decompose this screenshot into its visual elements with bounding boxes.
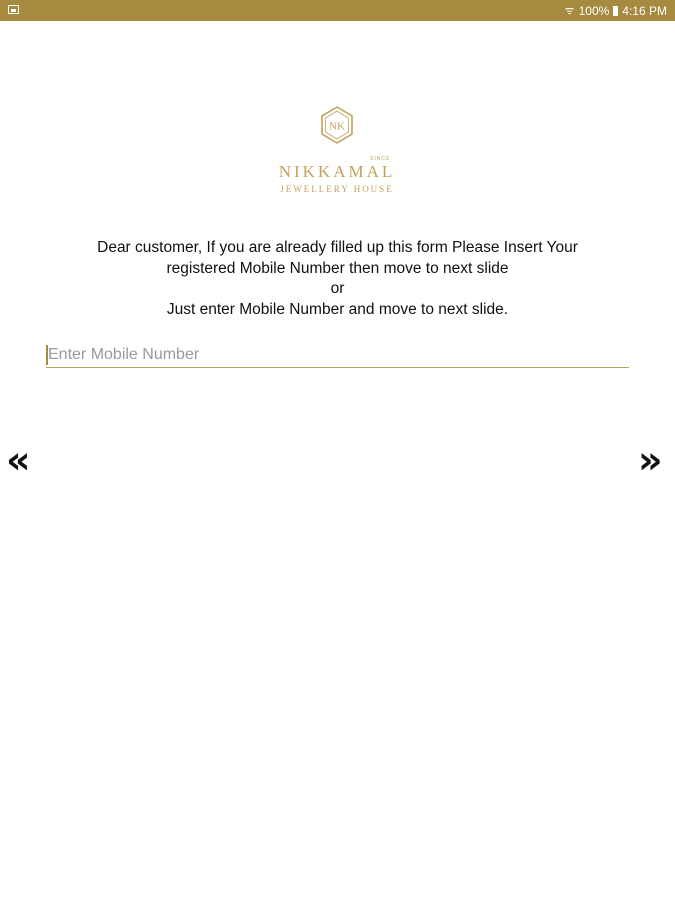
instruction-message [40,238,635,320]
logo-since: SINCE [370,156,391,162]
message-line-3: or [330,280,345,297]
next-slide-button[interactable] [638,440,663,480]
wifi-icon: ᯤ [564,5,575,17]
battery-icon [613,6,618,16]
logo-emblem-icon [320,106,354,144]
previous-slide-button[interactable] [6,440,31,480]
photo-icon [8,5,19,14]
message-line-4: Just enter Mobile Number and move to next slide. [166,300,509,318]
battery-percent: 100% [578,3,610,18]
logo-subtitle: JEWELLERY HOUSE [280,184,394,194]
status-bar [0,0,675,21]
brand-logo [237,106,437,198]
message-line-1: Dear customer, If you are already filled up this form Please Insert Your [97,239,578,256]
logo-monogram: NK [329,120,345,133]
logo-name: NIKKAMAL [278,162,396,181]
mobile-number-input[interactable] [46,342,629,368]
status-indicators [565,3,667,18]
message-line-2: registered Mobile Number then move to next slide [166,259,509,277]
clock: 4:16 PM [622,3,667,18]
double-chevron-left-icon: « [6,438,31,482]
text-cursor [46,345,48,365]
double-chevron-right-icon: » [638,438,663,482]
